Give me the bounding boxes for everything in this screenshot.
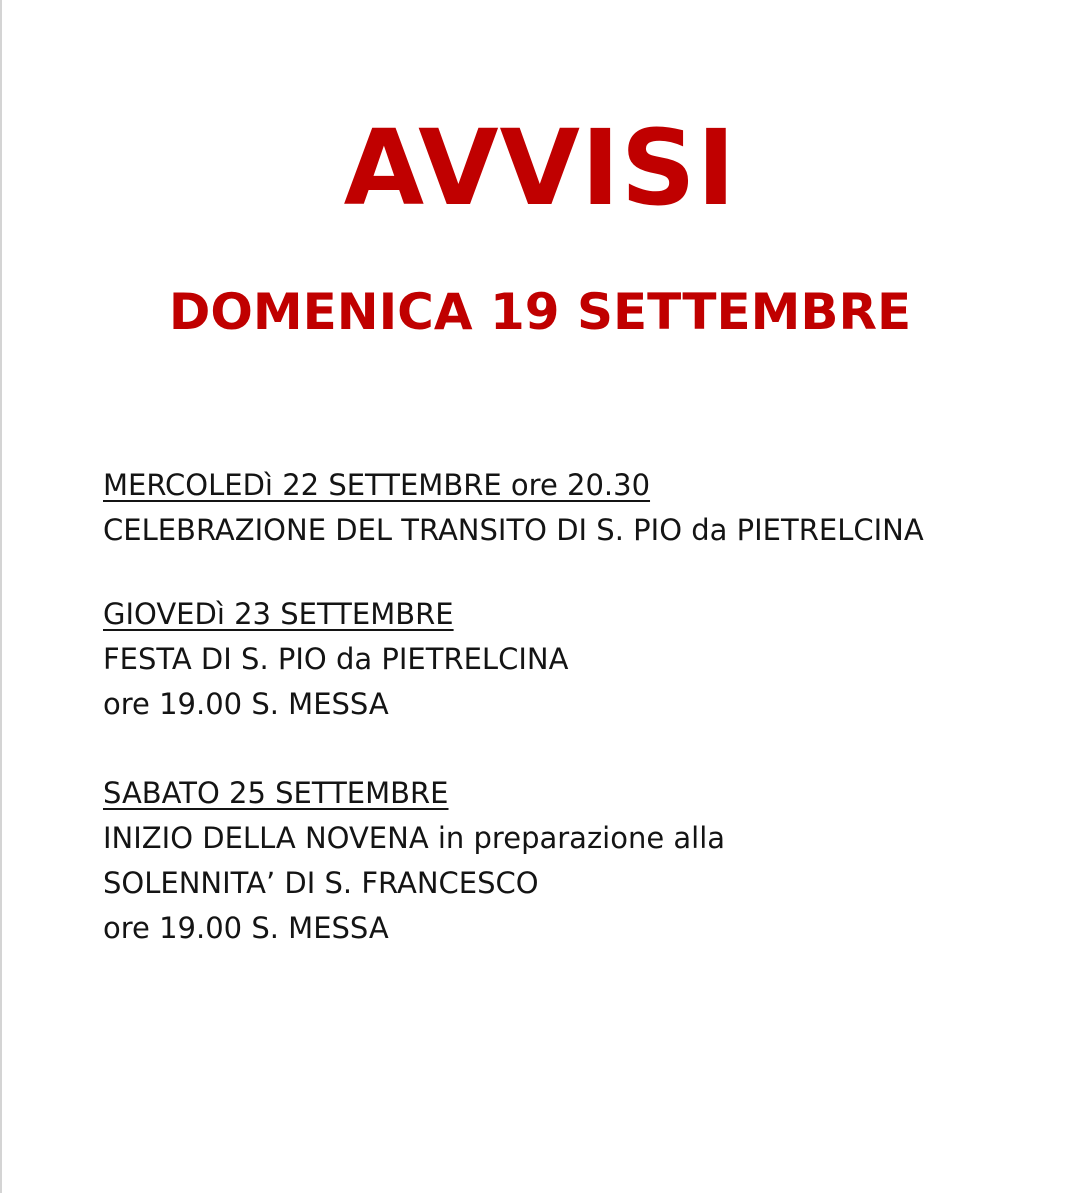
notice-line: SOLENNITA’ DI S. FRANCESCO (103, 866, 539, 900)
notice-heading: GIOVEDì 23 SETTEMBRE (103, 597, 454, 631)
notice-thursday (103, 592, 1003, 727)
notice-line: ore 19.00 S. MESSA (103, 687, 389, 721)
notice-line: FESTA DI S. PIO da PIETRELCINA (103, 642, 569, 676)
notice-line: ore 19.00 S. MESSA (103, 911, 389, 945)
notice-wednesday (103, 463, 1003, 553)
notice-line: CELEBRAZIONE DEL TRANSITO DI S. PIO da PIETRELCINA (103, 513, 924, 547)
notice-line: INIZIO DELLA NOVENA in preparazione alla (103, 821, 726, 855)
notice-saturday (103, 771, 1003, 951)
notice-heading: MERCOLEDì 22 SETTEMBRE ore 20.30 (103, 468, 651, 502)
page-title: AVVISI (343, 107, 737, 229)
page-subtitle: DOMENICA 19 SETTEMBRE (168, 283, 912, 341)
notice-heading: SABATO 25 SETTEMBRE (103, 776, 449, 810)
